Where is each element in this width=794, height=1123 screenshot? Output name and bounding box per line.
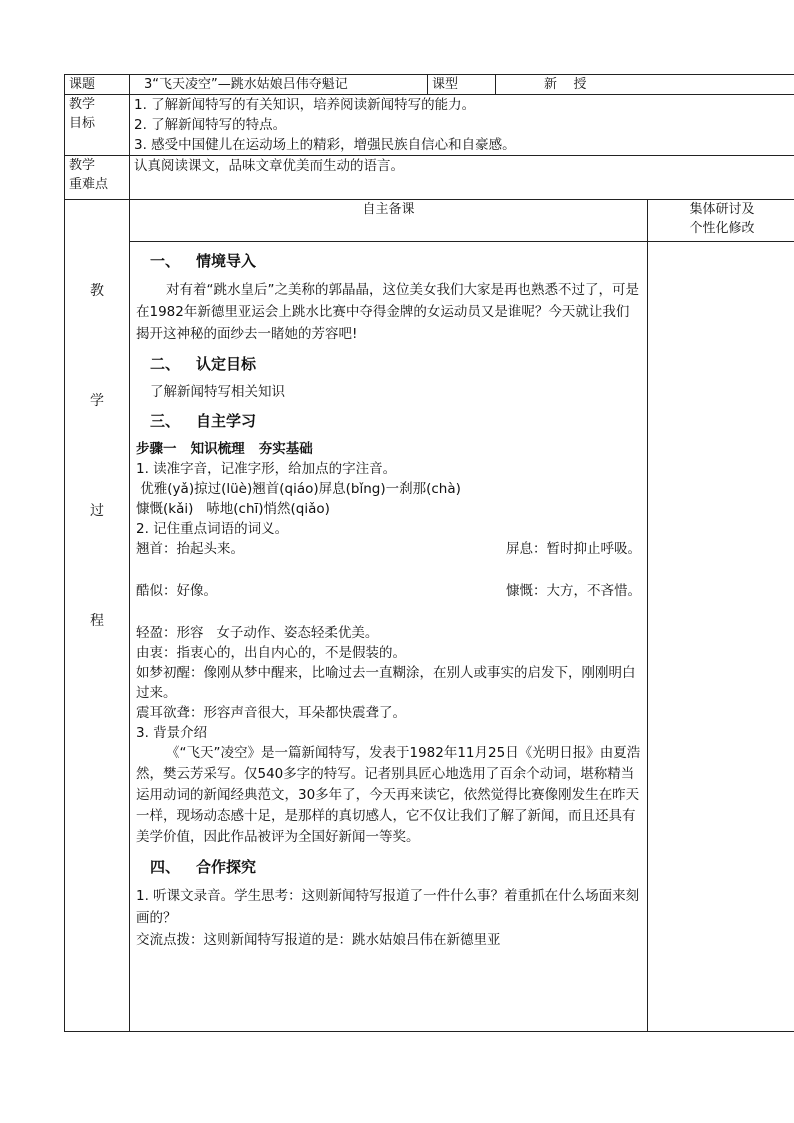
difficulty-row [65, 156, 794, 200]
difficulty-text: 认真阅读课文，品味文章优美而生动的语言。 [130, 156, 794, 200]
type-value: 新 授 [496, 75, 794, 95]
inquiry-2: 交流点拨：这则新闻特写报道的是：跳水姑娘吕伟在新德里亚 [136, 932, 501, 948]
section-1-heading [150, 252, 641, 271]
course-title: 3“飞天凌空”—跳水姑娘吕伟夺魁记 [130, 75, 428, 95]
inquiry-1: 1. 听课文录音。学生思考：这则新闻特写报道了一件什么事？着重抓在什么场面来刻画的？ [136, 888, 640, 926]
background-paragraph: 《“飞天”凌空》是一篇新闻特写，发表于1982年11月25日《光明日报》由夏浩然，樊云芳采写。仅540多字的特写。记者别具匠心地选用了百余个动词，堪称精当运用动词的新闻经典范文，30多年了，今天再来读它，依然觉得比赛像刚发生在昨天一样，现场动态感十足，是那样的真切感人，它不仅让我们了解了新闻，而且还具有美学价值，因此作品被评为全国好新闻一等奖。 [136, 745, 641, 845]
word-kusi: 酷似：好像。 [136, 583, 217, 599]
intro-paragraph: 对有着“跳水皇后”之美称的郭晶晶，这位美女我们大家是再也熟悉不过了，可是在1982年新德里亚运会上跳水比赛中夺得金牌的女运动员又是谁呢？今天就让我们揭开这神秘的面纱去一睹她的芳容吧! [136, 282, 639, 342]
section-1-number: 一、 [150, 252, 181, 270]
main-content [130, 242, 648, 1032]
word-kangkai: 慷慨：大方，不吝惜。 [506, 583, 641, 599]
word-qingying: 轻盈：形容 女子动作、姿态轻柔优美。 [136, 625, 379, 641]
section-4-title: 合作探究 [196, 858, 257, 876]
group-discussion-header [648, 200, 794, 242]
side-char-1: 教 [90, 283, 104, 299]
goals-row [65, 95, 794, 156]
section-1-title: 情境导入 [196, 252, 257, 270]
header-row [65, 75, 794, 95]
process-side-label [65, 200, 130, 1032]
objective-text: 了解新闻特写相关知识 [150, 384, 285, 400]
word-zhener: 震耳欲聋：形容声音很大，耳朵都快震聋了。 [136, 705, 406, 721]
goals-content [130, 95, 794, 156]
side-char-4: 程 [90, 613, 104, 629]
section-4-heading [150, 858, 641, 877]
side-char-2: 学 [90, 393, 104, 409]
goals-label-line-2: 目标 [69, 116, 96, 131]
word-youzhong: 由衷：指衷心的，出自内心的，不是假装的。 [136, 645, 406, 661]
goal-item-2: 2. 了解新闻特写的特点。 [134, 117, 287, 133]
type-label: 课型 [428, 75, 496, 95]
goal-item-1: 1. 了解新闻特写的有关知识，培养阅读新闻特写的能力。 [134, 97, 476, 113]
step-1-heading: 步骤一 知识梳理 夯实基础 [136, 441, 313, 457]
word-pair-1 [136, 539, 641, 559]
word-pair-2 [136, 581, 641, 601]
goals-label-line-1: 教学 [69, 97, 96, 112]
word-bingxi: 屏息：暂时抑止呼吸。 [506, 541, 641, 557]
group-header-line-1: 集体研讨及 [689, 202, 755, 217]
pinyin-line-1: 优雅(yǎ)掠过(lüè)翘首(qiáo)屏息(bǐng)一刹那(chà) [136, 481, 461, 497]
column-header-row [65, 200, 794, 242]
content-row [65, 242, 794, 1032]
question-1: 1. 读准字音，记准字形，给加点的字注音。 [136, 461, 397, 477]
section-2-number: 二、 [150, 355, 181, 373]
section-2-heading [150, 355, 641, 374]
section-3-heading [150, 412, 641, 431]
side-char-3: 过 [90, 503, 104, 519]
pinyin-line-2: 慷慨(kǎi) 哧地(chī)悄然(qiǎo) [136, 501, 330, 517]
group-header-line-2: 个性化修改 [689, 221, 755, 236]
question-2: 2. 记住重点词语的词义。 [136, 521, 289, 537]
section-2-title: 认定目标 [196, 355, 257, 373]
group-discussion-area [648, 242, 794, 1032]
lesson-plan-table [64, 74, 794, 1032]
section-3-number: 三、 [150, 412, 181, 430]
section-4-number: 四、 [150, 858, 181, 876]
difficulty-label-line-2: 重难点 [69, 177, 109, 192]
goals-label [65, 95, 130, 156]
goal-item-3: 3. 感受中国健儿在运动场上的精彩，增强民族自信心和自豪感。 [134, 137, 516, 153]
self-prep-header: 自主备课 [130, 200, 648, 242]
word-rumeng: 如梦初醒：像刚从梦中醒来，比喻过去一直糊涂，在别人或事实的启发下，刚刚明白过来。 [136, 665, 636, 701]
difficulty-label-line-1: 教学 [69, 158, 96, 173]
difficulty-label [65, 156, 130, 200]
course-label: 课题 [65, 75, 130, 95]
section-3-title: 自主学习 [196, 412, 257, 430]
word-qiaoshou: 翘首：抬起头来。 [136, 541, 244, 557]
question-3: 3. 背景介绍 [136, 725, 208, 741]
